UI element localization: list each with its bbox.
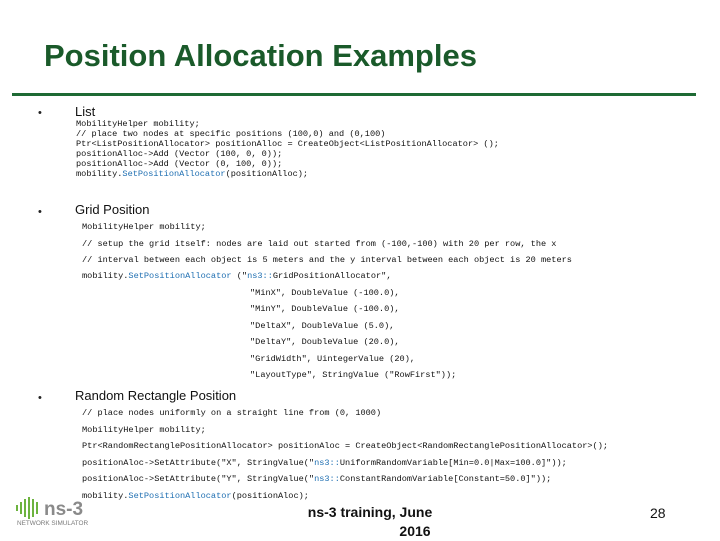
footer-line-1: ns-3 training, June	[307, 504, 433, 520]
code-line: "DeltaX", DoubleValue (5.0),	[250, 321, 395, 331]
footer-line-2: 2016	[399, 523, 431, 539]
logo-tagline: NETWORK SIMULATOR	[17, 520, 89, 527]
code-line: positionAloc->SetAttribute("Y", StringValue("ns3::ConstantRandomVariable[Constant=50.0]"));	[82, 474, 552, 484]
code-line: "MinY", DoubleValue (-100.0),	[250, 304, 400, 314]
code-line: positionAloc->SetAttribute("X", StringValue("ns3::UniformRandomVariable[Min=0.0|Max=100.0]"));	[82, 458, 567, 468]
ns3-logo	[14, 493, 124, 527]
logo-wordmark: ns-3	[44, 499, 84, 520]
code-line: MobilityHelper mobility;	[82, 425, 206, 435]
code-line: "LayoutType", StringValue ("RowFirst"));	[250, 370, 457, 380]
section-heading-grid: Grid Position	[75, 202, 150, 217]
code-line: // setup the grid itself: nodes are laid out started from (-100,-100) with 20 per row, the x	[82, 239, 557, 249]
footer-caption	[300, 503, 440, 541]
code-line: "GridWidth", UintegerValue (20),	[250, 354, 416, 364]
code-line: // place two nodes at specific positions (100,0) and (0,100)	[76, 129, 386, 139]
code-line: Ptr<RandomRectanglePositionAllocator> positionAloc = CreateObject<RandomRectanglePositionAllocator>();	[82, 441, 609, 451]
code-line: "MinX", DoubleValue (-100.0),	[250, 288, 400, 298]
code-line: Ptr<ListPositionAllocator> positionAlloc = CreateObject<ListPositionAllocator> ();	[76, 139, 499, 149]
page-number: 28	[650, 505, 666, 521]
logo-bars-icon	[16, 497, 38, 519]
bullet-list: •	[38, 107, 42, 119]
title-divider	[12, 93, 696, 96]
code-line: // place nodes uniformly on a straight line from (0, 1000)	[82, 408, 382, 418]
bullet-random-rectangle: •	[38, 392, 42, 404]
code-line: // interval between each object is 5 meters and the y interval between each object is 20 meters	[82, 255, 572, 265]
code-line: positionAlloc->Add (Vector (100, 0, 0));	[76, 149, 283, 159]
code-line: MobilityHelper mobility;	[76, 119, 200, 129]
slide-title: Position Allocation Examples	[44, 38, 477, 73]
section-heading-random-rectangle: Random Rectangle Position	[75, 388, 237, 403]
bullet-grid: •	[38, 206, 42, 218]
code-line: mobility.SetPositionAllocator(positionAlloc);	[76, 169, 309, 179]
section-heading-list: List	[75, 104, 96, 119]
code-line: mobility.SetPositionAllocator(positionAloc);	[82, 491, 309, 501]
code-line: positionAlloc->Add (Vector (0, 100, 0));	[76, 159, 283, 169]
code-line: mobility.SetPositionAllocator ("ns3::GridPositionAllocator",	[82, 271, 392, 281]
code-line: MobilityHelper mobility;	[82, 222, 206, 232]
code-line: "DeltaY", DoubleValue (20.0),	[250, 337, 400, 347]
